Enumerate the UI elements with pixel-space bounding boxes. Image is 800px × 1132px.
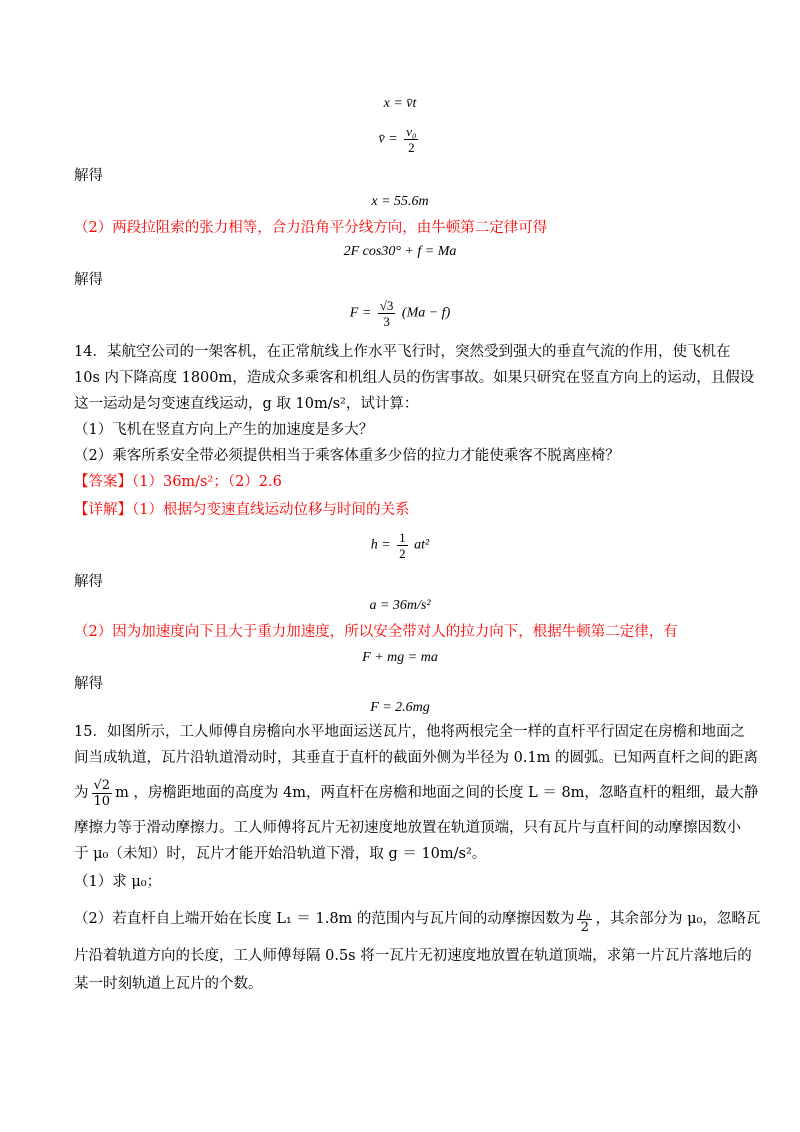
q14-line-1: 14．某航空公司的一架客机，在正常航线上作水平飞行时，突然受到强大的垂直气流的作用，使飞机在 (74, 344, 731, 360)
friction-fraction (577, 904, 592, 935)
q14-answer (74, 472, 726, 492)
answer-text: （1）36m/s²；（2）2.6 (132, 474, 282, 490)
q15-subquestion-2 (74, 902, 761, 936)
q15-sub2-pre: （2）若直杆自上端开始在长度 L₁ ＝ 1.8m 的范围内与瓦片间的动摩擦因数为 (74, 911, 575, 927)
q14-subquestion-1: （1）飞机在竖直方向上产生的加速度是多大？ (74, 422, 374, 438)
q15-line-1: 15．如图所示，工人师傅自房檐向水平地面运送瓦片，他将两根完全一样的直杆平行固定在房檐和地面之 (74, 724, 745, 740)
F-rhs: (Ma − f) (401, 305, 451, 321)
answer-tag: 【答案】 (74, 474, 132, 490)
equation-average-velocity (0, 124, 800, 155)
avg-velocity-numerator: v₀ (406, 124, 417, 139)
F-lhs: F = (349, 305, 372, 321)
label-jiede-1: 解得 (74, 168, 103, 184)
equation-F-result (0, 298, 800, 329)
q15-subquestion-2-line-3: 某一时刻轨道上瓦片的个数。 (74, 976, 263, 992)
q15-line3-post: m ，房檐距地面的高度为 4m，两直杆在房檐和地面之间的长度 L ＝ 8m，忽略直杆的粗细，最大静 (115, 785, 759, 801)
q14-detail (74, 500, 726, 520)
h-lhs: h = (370, 537, 391, 553)
q15-sub2-post: ，其余部分为 μ₀，忽略瓦 (595, 911, 761, 927)
F-denominator: 3 (383, 314, 390, 329)
rod-distance-numerator: √2 (93, 777, 111, 793)
h-fraction (397, 530, 408, 561)
equation-a-result: a = 36m/s² (369, 598, 431, 613)
q15-line-5: 于 μ₀（未知）时，瓦片才能开始沿轨道下滑，取 g ＝ 10m/s²。 (74, 846, 487, 862)
q15-line-3 (74, 776, 759, 810)
label-jiede-4: 解得 (74, 676, 103, 692)
friction-denominator: 2 (580, 919, 590, 935)
F-fraction (378, 298, 396, 329)
q14-part2-reason: （2）因为加速度向下且大于重力加速度，所以安全带对人的拉力向下，根据牛顿第二定律，有 (74, 624, 678, 640)
detail-text: （1）根据匀变速直线运动位移与时间的关系 (132, 502, 410, 518)
avg-velocity-denominator: 2 (408, 140, 415, 155)
q14-line-2: 10s 内下降高度 1800m，造成众多乘客和机组人员的伤害事故。如果只研究在竖直方向上的运动，且假设 (74, 370, 755, 386)
equation-F-final: F = 2.6mg (370, 700, 430, 715)
equation-displacement (0, 530, 800, 561)
q14-line-3: 这一运动是匀变速直线运动，g 取 10m/s²，试计算： (74, 396, 419, 412)
friction-numerator: μ₀ (579, 903, 591, 919)
q14-subquestion-2: （2）乘客所系安全带必须提供相当于乘客体重多少倍的拉力才能使乘客不脱离座椅？ (74, 448, 620, 464)
rod-distance-denominator: 10 (93, 793, 111, 809)
q15-subquestion-1: （1）求 μ₀； (74, 874, 162, 890)
avg-velocity-lhs: v̄ = (378, 131, 398, 147)
avg-velocity-fraction (404, 124, 418, 155)
q15-subquestion-2-line-2: 片沿着轨道方向的长度，工人师傅每隔 0.5s 将一瓦片无初速度地放置在轨道顶端，求第一片瓦片落地后的 (74, 948, 752, 964)
q15-line-2: 间当成轨道，瓦片沿轨道滑动时，其垂直于直杆的截面外侧为半径为 0.1m 的圆弧。已知两直杆之间的距离 (74, 750, 759, 766)
F-numerator: √3 (379, 298, 394, 313)
q15-line3-pre: 为 (74, 785, 89, 801)
rod-distance-fraction (92, 778, 113, 809)
q15-line-4: 摩擦力等于滑动摩擦力。工人师傅将瓦片无初速度地放置在轨道顶端，只有瓦片与直杆间的动摩擦因数小 (74, 820, 741, 836)
equation-x-result: x = 55.6m (371, 194, 429, 209)
h-numerator: 1 (399, 530, 406, 545)
equation-newton: F + mg = ma (362, 650, 438, 665)
label-jiede-2: 解得 (74, 272, 103, 288)
equation-x-vt: x = v̄t (383, 96, 417, 111)
q13-part2-reason: （2）两段拉阻索的张力相等，合力沿角平分线方向，由牛顿第二定律可得 (74, 220, 548, 236)
h-rhs: at² (414, 537, 430, 553)
h-denominator: 2 (399, 546, 406, 561)
equation-force-balance: 2F cos30° + f = Ma (343, 244, 457, 259)
detail-tag: 【详解】 (74, 502, 132, 518)
label-jiede-3: 解得 (74, 574, 103, 590)
